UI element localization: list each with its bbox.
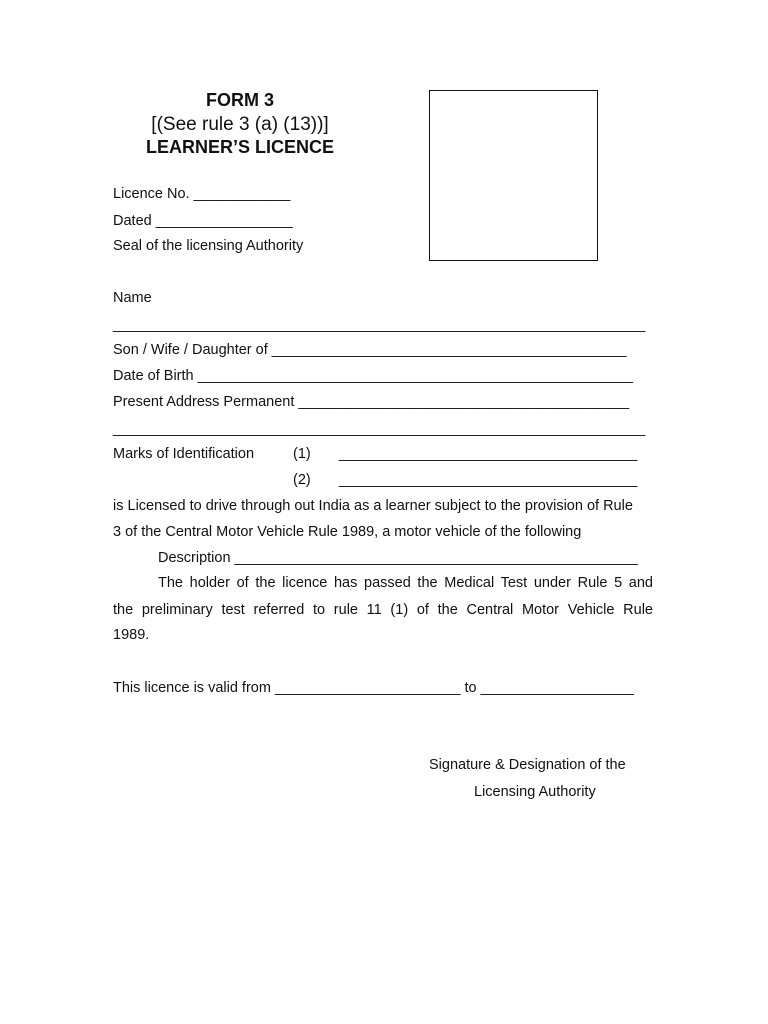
- seal-label: Seal of the licensing Authority: [113, 238, 304, 254]
- relation-field: Son / Wife / Daughter of ____________________________________________: [113, 342, 627, 358]
- mark-2-line: _____________________________________: [339, 472, 638, 488]
- dated-field: Dated _________________: [113, 213, 293, 229]
- signature-line-2: Licensing Authority: [474, 784, 596, 800]
- date-of-birth-field: Date of Birth ______________________________________________________: [113, 368, 634, 384]
- address-field: Present Address Permanent _________________________________________: [113, 394, 630, 410]
- paragraph-line-2: the preliminary test referred to rule 11 (1) of the Central Motor Vehicle Rule: [113, 602, 653, 618]
- photo-box: [429, 90, 598, 261]
- mark-1-line: _____________________________________: [339, 446, 638, 462]
- mark-2-number: (2): [293, 472, 311, 488]
- name-label: Name: [113, 290, 152, 306]
- form-heading: LEARNER’S LICENCE: [145, 137, 334, 157]
- body-line-2: 3 of the Central Motor Vehicle Rule 1989, a motor vehicle of the following: [113, 524, 582, 540]
- licence-no-field: Licence No. ____________: [113, 186, 291, 202]
- signature-line-1: Signature & Designation of the: [429, 757, 626, 773]
- rule-reference: [(See rule 3 (a) (13))]: [151, 114, 329, 135]
- body-line-1: is Licensed to drive through out India as a learner subject to the provision of Rule: [113, 498, 633, 514]
- marks-of-identification-label: Marks of Identification: [113, 446, 255, 462]
- name-line: __________________________________________________________________: [113, 317, 646, 333]
- form-title: FORM 3: [205, 90, 274, 110]
- validity-field: This licence is valid from _______________________ to ___________________: [113, 680, 634, 696]
- description-field: Description __________________________________________________: [158, 550, 638, 566]
- mark-1-number: (1): [293, 446, 311, 462]
- paragraph-line-1: The holder of the licence has passed the Medical Test under Rule 5 and: [158, 575, 653, 591]
- paragraph-line-3: 1989.: [113, 627, 150, 643]
- address-line-2: __________________________________________________________________: [113, 421, 646, 437]
